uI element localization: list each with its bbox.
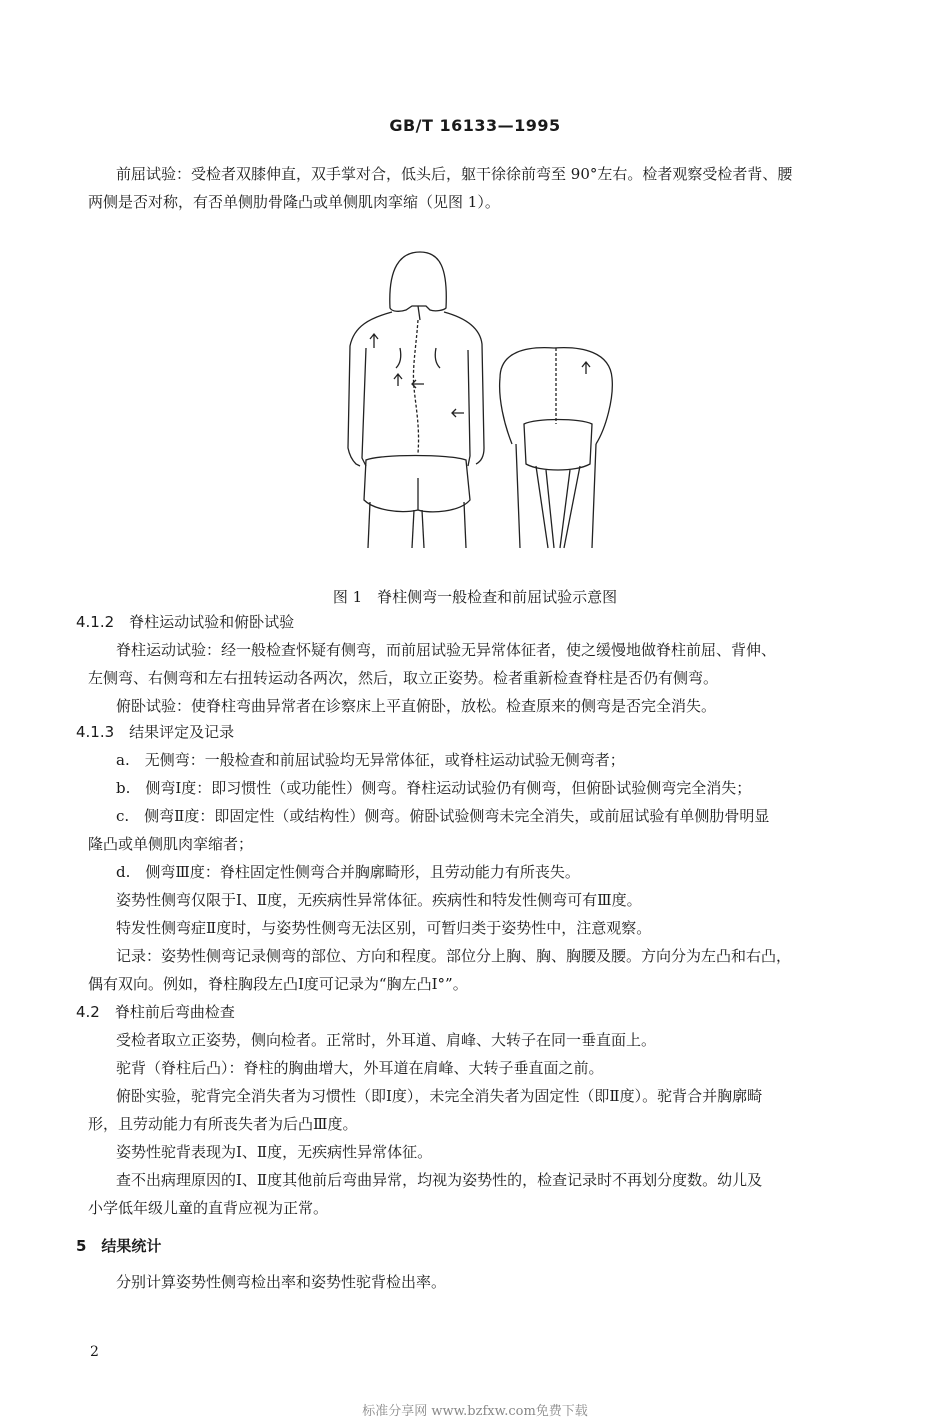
- s5-para1: 分别计算姿势性侧弯检出率和姿势性驼背检出率。: [116, 1273, 447, 1291]
- record-line2: 偶有双向。例如，脊柱胸段左凸Ⅰ度可记录为“胸左凸Ⅰ°”。: [88, 975, 468, 993]
- section-5-body: [88, 1268, 888, 1296]
- intro-paragraph: [88, 160, 888, 216]
- section-4-1-3-heading: 4.1.3 结果评定及记录: [76, 723, 235, 741]
- intro-line-1: 前屈试验：受检者双膝伸直，双手掌对合，低头后，躯干徐徐前弯至 90°左右。检者观察受检者背、腰: [116, 165, 793, 183]
- scoliosis-figure-svg: [340, 248, 620, 558]
- standing-figure-hair: [390, 252, 447, 311]
- s42-para1: 受检者取立正姿势，侧向检者。正常时，外耳道、肩峰、大转子在同一垂直面上。: [116, 1031, 657, 1049]
- s42-para3-line2: 形，且劳动能力有所丧失者为后凸Ⅲ度。: [88, 1115, 358, 1133]
- item-c-line2: 隆凸或单侧肌肉挛缩者；: [88, 835, 254, 853]
- standing-figure-right-arm: [468, 350, 470, 466]
- s42-para4: 姿势性驼背表现为Ⅰ、Ⅱ度，无疾病性异常体征。: [116, 1143, 433, 1161]
- arrow-left-waist: [452, 409, 464, 417]
- record-line1: 记录：姿势性侧弯记录侧弯的部位、方向和程度。部位分上胸、胸、胸腰及腰。方向分为左凸和右凸，: [116, 947, 792, 965]
- section-4-1-3-body: [88, 746, 888, 998]
- figure-1-illustration: [340, 248, 620, 558]
- item-b: b. 侧弯Ⅰ度：即习惯性（或功能性）侧弯。脊柱运动试验仍有侧弯，但俯卧试验侧弯完全消失；: [116, 779, 752, 797]
- section-4-2-body: [88, 1026, 888, 1222]
- s42-para2: 驼背（脊柱后凸）：脊柱的胸曲增大，外耳道在肩峰、大转子垂直面之前。: [116, 1059, 604, 1077]
- bent-figure-legs: [516, 444, 596, 548]
- s412-para2: 俯卧试验：使脊柱弯曲异常者在诊察床上平直俯卧，放松。检查原来的侧弯是否完全消失。: [116, 697, 717, 715]
- note-2: 特发性侧弯症Ⅱ度时，与姿势性侧弯无法区别，可暂归类于姿势性中，注意观察。: [116, 919, 652, 937]
- standing-figure-neck: [418, 306, 420, 320]
- page-number: 2: [90, 1344, 99, 1360]
- s42-para5-line2: 小学低年级儿童的直背应视为正常。: [88, 1199, 329, 1217]
- s412-para1-line1: 脊柱运动试验：经一般检查怀疑有侧弯，而前屈试验无异常体征者，使之缓慢地做脊柱前屈、背伸、: [116, 641, 777, 659]
- standing-figure-pants: [364, 456, 470, 512]
- arrow-up-left-shoulder: [370, 334, 378, 348]
- s42-para5-line1: 查不出病理原因的Ⅰ、Ⅱ度其他前后弯曲异常，均视为姿势性的，检查记录时不再划分度数。幼儿及: [116, 1171, 763, 1189]
- intro-line-2: 两侧是否对称，有否单侧肋骨隆凸或单侧肌肉挛缩（见图 1）。: [88, 193, 500, 211]
- section-5-heading: 5 结果统计: [76, 1237, 162, 1255]
- note-1: 姿势性侧弯仅限于Ⅰ、Ⅱ度，无疾病性异常体征。疾病性和特发性侧弯可有Ⅲ度。: [116, 891, 642, 909]
- watermark-text: 标准分享网 www.bzfxw.com免费下载: [362, 1404, 588, 1419]
- item-c-line1: c. 侧弯Ⅱ度：即固定性（或结构性）侧弯。俯卧试验侧弯未完全消失，或前屈试验有单侧肋骨明显: [116, 807, 770, 825]
- figure-caption: 图 1 脊柱侧弯一般检查和前屈试验示意图: [332, 588, 618, 606]
- section-4-1-2-heading: 4.1.2 脊柱运动试验和俯卧试验: [76, 613, 295, 631]
- arrow-up-scapula: [394, 374, 402, 386]
- section-4-2-heading: 4.2 脊柱前后弯曲检查: [76, 1003, 235, 1021]
- s412-para1-line2: 左侧弯、右侧弯和左右扭转运动各两次，然后，取立正姿势。检者重新检查脊柱是否仍有侧弯。: [88, 669, 719, 687]
- standing-figure-torso: [348, 312, 392, 466]
- standing-figure-left-arm: [362, 348, 366, 466]
- item-d: d. 侧弯Ⅲ度：脊柱固定性侧弯合并胸廓畸形，且劳动能力有所丧失。: [116, 863, 580, 881]
- item-a: a. 无侧弯：一般检查和前屈试验均无异常体征，或脊柱运动试验无侧弯者；: [116, 751, 625, 769]
- document-header: GB/T 16133—1995: [389, 116, 561, 135]
- section-4-1-2-body: [88, 636, 888, 720]
- bent-figure-pants: [524, 420, 592, 471]
- arrow-up-rib-hump: [582, 362, 590, 374]
- s42-para3-line1: 俯卧实验，驼背完全消失者为习惯性（即Ⅰ度），未完全消失者为固定性（即Ⅱ度）。驼背合并胸廓畸: [116, 1087, 763, 1105]
